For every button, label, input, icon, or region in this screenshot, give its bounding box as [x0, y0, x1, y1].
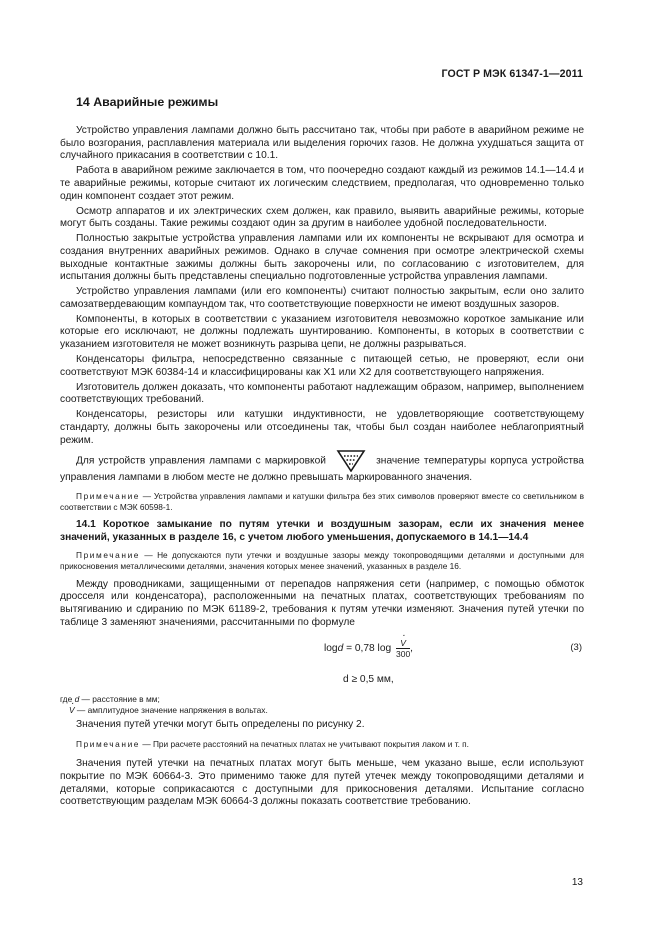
paragraph: Значения путей утечки могут быть определены по рисунку 2.	[76, 718, 365, 730]
formula-denominator: 300	[395, 648, 411, 659]
paragraph: Устройство управления лампами (или его компоненты) считают полностью закрытым, если оно залито самозатвердевающим компаундом так, что соответствующие поверхности не имеют воздушных зазоров.	[60, 286, 584, 310]
formula-constraint: d ≥ 0,5 мм,	[343, 673, 394, 685]
definitions	[60, 694, 584, 717]
definition-d: где d — расстояние в мм;	[60, 693, 160, 704]
note-text: — Не допускаются пути утечки и воздушные зазоры между токопроводящими деталями и доступными для прикосновения металлическими деталями, значения которых менее значений, указанных в разделе 16.	[60, 549, 584, 571]
paragraph: Изготовитель должен доказать, что компоненты работают надлежащим образом, например, выполнением соответствующих требований.	[60, 381, 584, 406]
symbol-para-after: значение температуры корпуса устройства управления лампами в любом месте не должно превышать маркированного значения.	[60, 455, 584, 483]
note-text: — При расчете расстояний на печатных платах не учитывают покрытия лаком и т. п.	[142, 739, 469, 750]
paragraph: Конденсаторы фильтра, непосредственно связанные с питающей сетью, не проверяют, если они соответствуют МЭК 60384-14 и классифицированы как X1 или X2 для соответствующего напряжения.	[60, 354, 584, 378]
paragraph: Между проводниками, защищенными от перепадов напряжения сети (например, с помощью обмоток дросселя или конденсатора), расположенными на печатных платах, соответствующих требованиям по вытягиванию и сдиранию по МЭК 61189-2, требования к путям утечки изменяют. Значения путей утечки по таблице 3 заменяют значениями, рассчитанными по формуле	[60, 578, 584, 628]
paragraph: Значения путей утечки на печатных платах могут быть меньше, чем указано выше, если используют покрытие по МЭК 60664-3. Это применимо также для путей утечек между токопроводящими деталями и деталями, которые соприкасаются с доступными для прикосновения деталями. Испытание согласно соответствующим разделам МЭК 60664-3 должны показать соответствие требованию.	[60, 758, 584, 808]
paragraph: Конденсаторы, резисторы или катушки индуктивности, не удовлетворяющие соответствующему стандарту, должны быть закорочены или отсоединены так, чтобы был создан наиболее неблагоприятный режим.	[60, 409, 584, 446]
formula-coef: = 0,78 log	[343, 642, 394, 654]
formula-log: log	[324, 642, 338, 654]
formula-fraction	[396, 638, 410, 659]
limited-surface-temperature-symbol	[336, 450, 366, 472]
note-2	[60, 550, 584, 572]
document-body	[60, 125, 584, 811]
paragraph: Полностью закрытые устройства управления лампами или их компоненты не вскрывают для осмотра и создания внутренних аварийных режимов. Однако в случае сомнения при осмотре электрической схемы выходные контактные зажимы должны быть закорочены или, по согласованию с изготовителем, для испытания должны быть представлены специально подготовленные устройства управления лампами.	[60, 233, 584, 283]
formula-constraint-row	[60, 674, 584, 694]
note-label: Примечание	[76, 739, 141, 750]
note-label: Примечание	[76, 491, 141, 502]
note-text: — Устройства управления лампами и катушки фильтра без этих символов проверяют вместе со светильником в соответствии с МЭК 60598-1.	[60, 491, 584, 513]
standard-header: ГОСТ Р МЭК 61347-1—2011	[441, 68, 583, 80]
definition-v: · V — амплитудное значение напряжения в вольтах.	[60, 705, 584, 717]
note-3	[60, 739, 584, 750]
subsection-title: 14.1 Короткое замыкание по путям утечки и воздушным зазорам, если их значения менее значений, указанных в разделе 16, с учетом любого уменьшения, допускаемого в 14.1—14.4	[60, 519, 584, 543]
note-1	[60, 491, 584, 513]
note-label: Примечание	[76, 549, 141, 560]
formula-expression	[324, 638, 413, 659]
formula-var-d: d	[337, 642, 344, 654]
paragraph: Устройство управления лампами должно быть рассчитано так, чтобы при работе в аварийном режиме не было возгорания, расплавления материала или выделения горючих газов. Не должна ухудшаться защита от случайного прикасания в соответствии с 10.1.	[60, 125, 584, 162]
page-number: 13	[571, 877, 583, 888]
section-title: 14 Аварийные режимы	[76, 95, 219, 109]
symbol-para-before: Для устройств управления лампами с маркировкой	[76, 455, 326, 467]
paragraph: Осмотр аппаратов и их электрических схем должен, как правило, выявить аварийные режимы, которые могут быть созданы. Такие режимы создают один за другим в наиболее удобной последовательности.	[60, 205, 584, 230]
paragraph: Работа в аварийном режиме заключается в том, что поочередно создают каждый из режимов 14.1—14.4 и те аварийные режимы, которые считают их логическим следствием, предполагая, что одновременно только один компонент создает этот режим.	[60, 165, 584, 202]
symbol-paragraph	[60, 450, 584, 485]
formula-numerator: · V	[396, 638, 410, 649]
formula-3	[60, 632, 584, 674]
formula-number: (3)	[570, 641, 582, 653]
paragraph: Компоненты, в которых в соответствии с указанием изготовителя невозможно короткое замыкание или которые его исключают, не должны подлежать шунтированию. Компоненты, в которых в соответствии с указанием изготовителя не может возникнуть разрыва цепи, не должны разрываться.	[60, 313, 584, 351]
formula-comma: ,	[410, 642, 414, 654]
